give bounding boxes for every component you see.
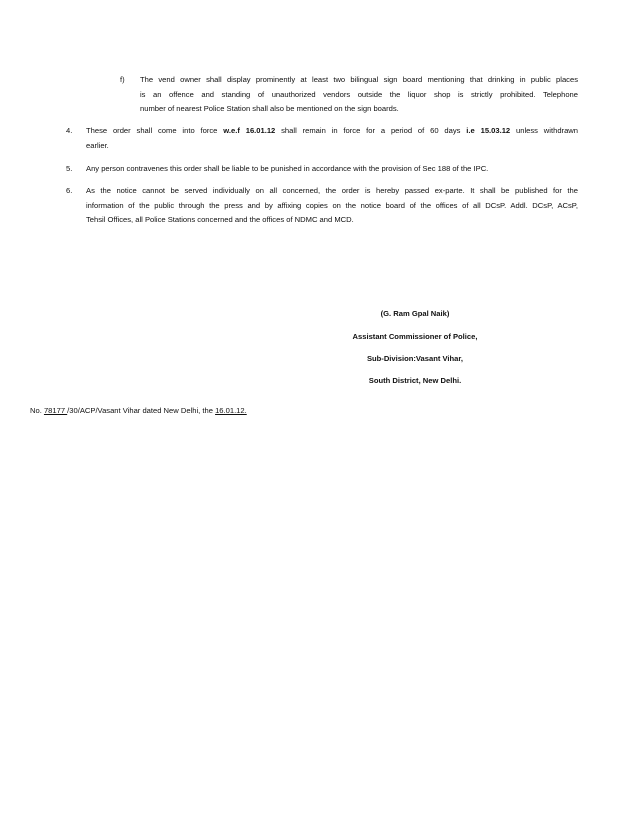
paragraph-6-line-2: information of the public through the press and by affixing copies on the notice board of the offices of all DCsP. Addl. DCsP, ACsP, [86, 200, 578, 210]
paragraph-6-line-1: As the notice cannot be served individually on all concerned, the order is hereby passed ex-parte. It shall be published for the [86, 186, 578, 195]
paragraph-4-text-b: shall remain in force for a period of 60 days [275, 126, 467, 135]
reference-number: 78177 [43, 406, 68, 415]
paragraph-4-line-2: earlier. [86, 140, 109, 150]
signatory-designation: Assistant Commissioner of Police, [352, 332, 478, 341]
paragraph-6-number: 6. [66, 186, 73, 195]
clause-f-marker: f) [120, 75, 125, 84]
clause-f-text [140, 73, 578, 117]
signatory-name: (G. Ram Gpal Naik) [380, 309, 450, 318]
paragraph-4-text-a: These order shall come into force [86, 126, 224, 135]
clause-f-line-3: number of nearest Police Station shall also be mentioned on the sign boards. [140, 104, 399, 113]
paragraph-4-end-date: i.e 15.03.12 [466, 126, 511, 135]
paragraph-4-text-c: unless withdrawn [510, 126, 578, 135]
paragraph-6-line-3: Tehsil Offices, all Police Stations concerned and the offices of NDMC and MCD. [86, 215, 354, 224]
paragraph-6-text [86, 184, 578, 228]
paragraph-4-number: 4. [66, 126, 73, 135]
reference-middle: /30/ACP/Vasant Vihar dated New Delhi, the [67, 406, 216, 415]
reference-line [30, 404, 590, 419]
paragraph-5-text [86, 162, 578, 177]
clause-f-line-2: is an offence and standing of unauthorized vendors outside the liquor shop is strictly prohibited. Telephone [140, 89, 578, 99]
reference-prefix: No. [30, 406, 44, 415]
paragraph-5-number: 5. [66, 164, 73, 173]
reference-date: 16.01.12. [215, 406, 247, 415]
signatory-subdivision: Sub-Division:Vasant Vihar, [366, 354, 464, 363]
paragraph-5-line-1: Any person contravenes this order shall be liable to be punished in accordance with the provision of Sec 188 of the IPC. [86, 164, 489, 173]
clause-f-line-1: The vend owner shall display prominently at least two bilingual sign board mentioning that drinking in public places [140, 75, 578, 84]
signatory-district: South District, New Delhi. [368, 376, 462, 385]
paragraph-4-effective-date: w.e.f 16.01.12 [223, 126, 276, 135]
paragraph-4-text [86, 124, 578, 153]
paragraph-4-line-1 [86, 124, 578, 139]
